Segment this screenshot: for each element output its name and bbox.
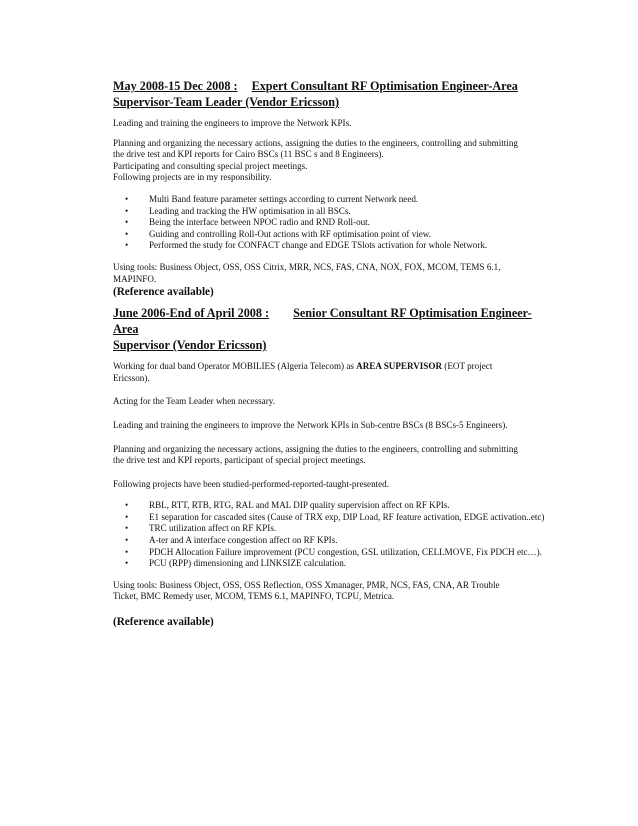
list-item (113, 500, 545, 512)
role-highlight: AREA SUPERVISOR (356, 361, 443, 372)
paragraph-line (113, 361, 545, 373)
bullet-icon: • (125, 535, 129, 546)
list-item-text: E1 separation for cascaded sites (Cause of TRX exp, DIP Load, RF feature activation, EDGE activation..etc) (149, 511, 545, 522)
paragraph-line: Following projects are in my responsibility. (113, 172, 272, 183)
list-item-text: Multi Band feature parameter settings according to current Network need. (149, 193, 419, 204)
list-item-text: Leading and tracking the HW optimisation in all BSCs. (149, 205, 351, 216)
bullet-icon: • (125, 205, 129, 216)
list-item-text: Performed the study for CONFACT change and EDGE TSlots activation for whole Network. (149, 240, 488, 251)
list-item (113, 523, 545, 535)
list-item-text: PCU (RPP) dimensioning and LINKSIZE calculation. (149, 558, 347, 569)
tools-line: Using tools: Business Object, OSS, OSS Citrix, MRR, NCS, FAS, CNA, NOX, FOX, MCOM, TEMS 6.1, (113, 261, 501, 272)
bullet-icon: • (125, 193, 129, 204)
job-title-line-1 (113, 78, 545, 94)
list-item (113, 217, 545, 229)
list-item-text: RBL, RTT, RTB, RTG, RAL and MAL DIP quality supervision affect on RF KPIs. (149, 500, 450, 511)
paragraph-line: Planning and organizing the necessary actions, assigning the duties to the engineers, controlling and submitting (113, 443, 518, 454)
list-item (113, 194, 545, 206)
bullet-icon: • (125, 546, 129, 557)
tools-line: MAPINFO. (113, 273, 157, 284)
list-item (113, 558, 545, 570)
job-section-ericsson-algeria (113, 305, 545, 629)
job-title-line-1 (113, 305, 545, 337)
tools-line: Ticket, BMC Remedy user, MCOM, TEMS 6.1, MAPINFO, TCPU, Metrica. (113, 591, 395, 602)
reference-note: (Reference available) (113, 286, 214, 299)
job-title-line-2: Supervisor (Vendor Ericsson) (113, 338, 267, 353)
bullet-icon: • (125, 217, 129, 228)
paragraph-line: Ericsson). (113, 372, 150, 383)
job-section-ericsson-cairo (113, 78, 545, 299)
text: (EOT project (444, 361, 493, 372)
list-item (113, 512, 545, 524)
paragraph: Leading and training the engineers to improve the Network KPIs in Sub-centre BSCs (8 BSCs-5 Engineers). (113, 419, 508, 430)
job-role: Expert Consultant RF Optimisation Engineer-Area (251, 79, 518, 93)
list-item (113, 206, 545, 218)
bullet-icon: • (125, 558, 129, 569)
bullet-icon: • (125, 511, 129, 522)
project-list (113, 194, 545, 252)
paragraph-line: the drive test and KPI reports, participant of special project meetings. (113, 455, 366, 466)
list-item-text: A-ter and A interface congestion affect on RF KPIs. (149, 535, 338, 546)
job-dates: May 2008-15 Dec 2008 : (113, 79, 238, 93)
job-dates: June 2006-End of April 2008 : (113, 306, 270, 321)
list-item (113, 547, 545, 559)
tools-line: Using tools: Business Object, OSS, OSS Reflection, OSS Xmanager, PMR, NCS, FAS, CNA, AR Trouble (113, 579, 500, 590)
reference-note: (Reference available) (113, 616, 214, 629)
list-item (113, 229, 545, 241)
list-item (113, 535, 545, 547)
job-title-line-2: Supervisor-Team Leader (Vendor Ericsson) (113, 95, 340, 109)
bullet-icon: • (125, 228, 129, 239)
bullet-icon: • (125, 523, 129, 534)
paragraph-line: Participating and consulting special project meetings. (113, 160, 308, 171)
job-role: Senior Consultant RF Optimisation Engineer-Area (113, 306, 532, 337)
list-item (113, 240, 545, 252)
list-item-text: PDCH Allocation Failure improvement (PCU congestion, GSL utilization, CELLMOVE, Fix PDCH etc…). (149, 546, 542, 557)
cv-page (113, 78, 545, 629)
text: Working for dual band Operator MOBILIES (Algeria Telecom) as (113, 361, 354, 372)
paragraph-line: Planning and organizing the necessary actions, assigning the duties to the engineers, controlling and submitting (113, 137, 518, 148)
paragraph: Following projects have been studied-performed-reported-taught-presented. (113, 478, 390, 489)
list-item-text: Being the interface between NPOC radio and RND Roll-out. (149, 217, 370, 228)
list-item-text: Guiding and controlling Roll-Out actions with RF optimisation point of view. (149, 228, 432, 239)
paragraph: Leading and training the engineers to improve the Network KPIs. (113, 118, 352, 128)
bullet-icon: • (125, 240, 129, 251)
project-list (113, 500, 545, 570)
list-item-text: TRC utilization affect on RF KPIs. (149, 523, 277, 534)
paragraph-line: the drive test and KPI reports for Cairo BSCs (11 BSC s and 8 Engineers). (113, 149, 384, 160)
bullet-icon: • (125, 500, 129, 511)
paragraph: Acting for the Team Leader when necessary. (113, 396, 275, 407)
